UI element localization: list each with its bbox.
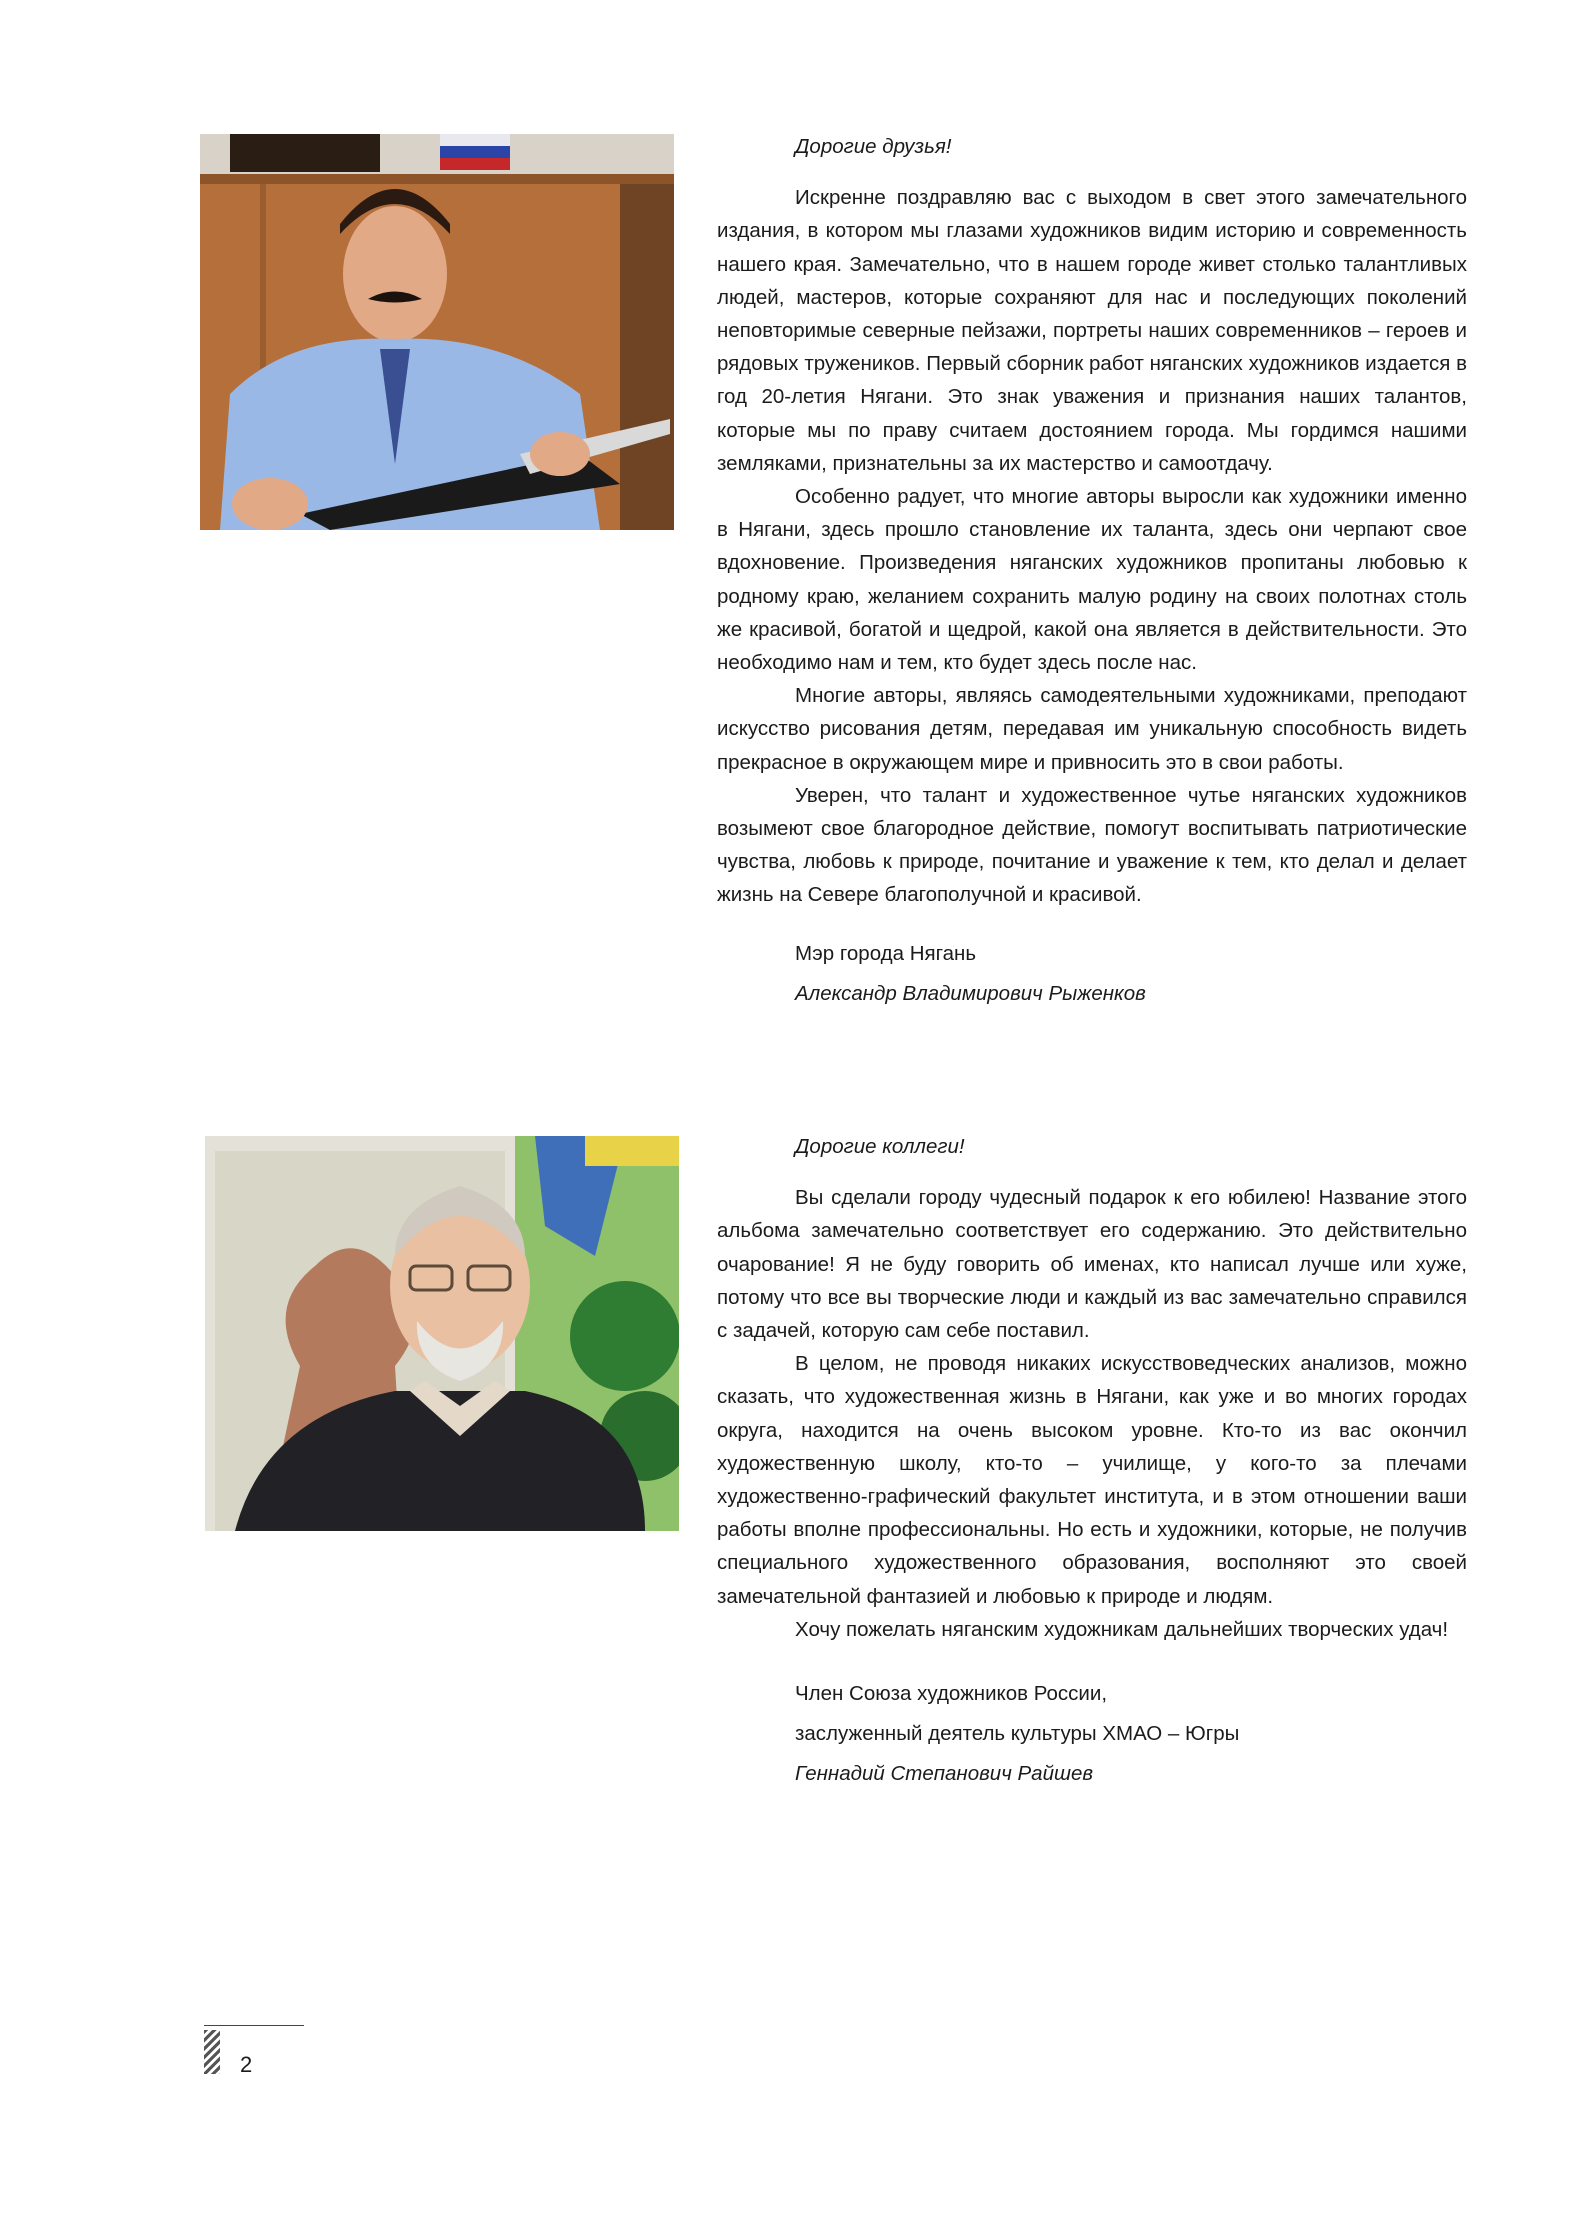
photo-artist (205, 1136, 679, 1531)
signature-position-1: Член Союза художников России, (795, 1682, 1108, 1706)
paragraph: Многие авторы, являясь самодеятельными художниками, преподают искусство рисования детям, передавая им уникальную способность видеть прекрасное в окружающем мире и привносить это в свои работы. (717, 684, 1467, 774)
paragraph: Особенно радует, что многие авторы выросли как художники именно в Нягани, здесь прошло становление их таланта, здесь они черпают свое вдохновение. Произведения няганских художников пропитаны любовью к родному краю, желанием сохранить малую родину на своих полотнах столь же красивой, богатой и щедрой, какой она является в действительности. Это необходимо нам и тем, кто будет здесь после нас. (717, 485, 1467, 675)
signature-block (717, 934, 1467, 1014)
artist-portrait-image (205, 1136, 679, 1531)
paragraph: В целом, не проводя никаких искусствоведческих анализов, можно сказать, что художественная жизнь в Нягани, как уже и во многих городах округа, находится на очень высоком уровне. Кто-то из вас окончил художественную школу, кто-то – училище, у кого-то за плечами художественно-графический факультет института, и в этом отношении ваши работы вполне профессиональны. Но есть и художники, которые, не получив специального художественного образования, восполняют это своей замечательной фантазией и любовью к природе и людям. (717, 1352, 1467, 1608)
signature-position: Мэр города Нягань (795, 941, 977, 965)
paragraph: Уверен, что талант и художественное чутье няганских художников возымеют свое благородное действие, помогут воспитывать патриотические чувства, любовь к природе, почитание и уважение к тем, кто делал и делает жизнь на Севере благополучной и красивой. (717, 783, 1467, 907)
signature-block (717, 1674, 1467, 1794)
footer-rule (204, 2025, 304, 2026)
signature-name: Геннадий Степанович Райшев (795, 1762, 1094, 1786)
paragraph: Хочу пожелать няганским художникам дальнейших творческих удач! (795, 1617, 1449, 1641)
greeting: Дорогие друзья! (795, 135, 952, 158)
signature-position-2: заслуженный деятель культуры ХМАО – Югры (795, 1722, 1240, 1746)
photo-mayor (200, 134, 674, 530)
mayor-portrait-image (200, 134, 674, 530)
letter-mayor (717, 130, 1467, 1014)
paragraph: Искренне поздравляю вас с выходом в свет этого замечательного издания, в котором мы глазами художников видим историю и современность нашего края. Замечательно, что в нашем городе живет столько талантливых людей, мастеров, которые сохраняют для нас и последующих поколений неповторимые северные пейзажи, портреты наших современников – героев и рядовых тружеников. Первый сборник работ няганских художников издается в год 20-летия Нягани. Это знак уважения и признания наших талантов, которые мы по праву считаем достоянием города. Мы гордимся нашими земляками, признательны за их мастерство и самоотдачу. (717, 186, 1467, 475)
greeting: Дорогие коллеги! (795, 1135, 965, 1158)
paragraph: Вы сделали городу чудесный подарок к его юбилею! Название этого альбома замечательно соответствует его содержанию. Это действительно очарование! Я не буду говорить об именах, кто написал лучше или хуже, потому что все вы творческие люди и каждый из вас замечательно справился с задачей, которую сам себе поставил. (717, 1186, 1467, 1343)
signature-name: Александр Владимирович Рыженков (795, 981, 1146, 1005)
footer-hatch-mark (204, 2030, 220, 2074)
letter-artist (717, 1130, 1467, 1794)
page-number: 2 (240, 2052, 253, 2077)
